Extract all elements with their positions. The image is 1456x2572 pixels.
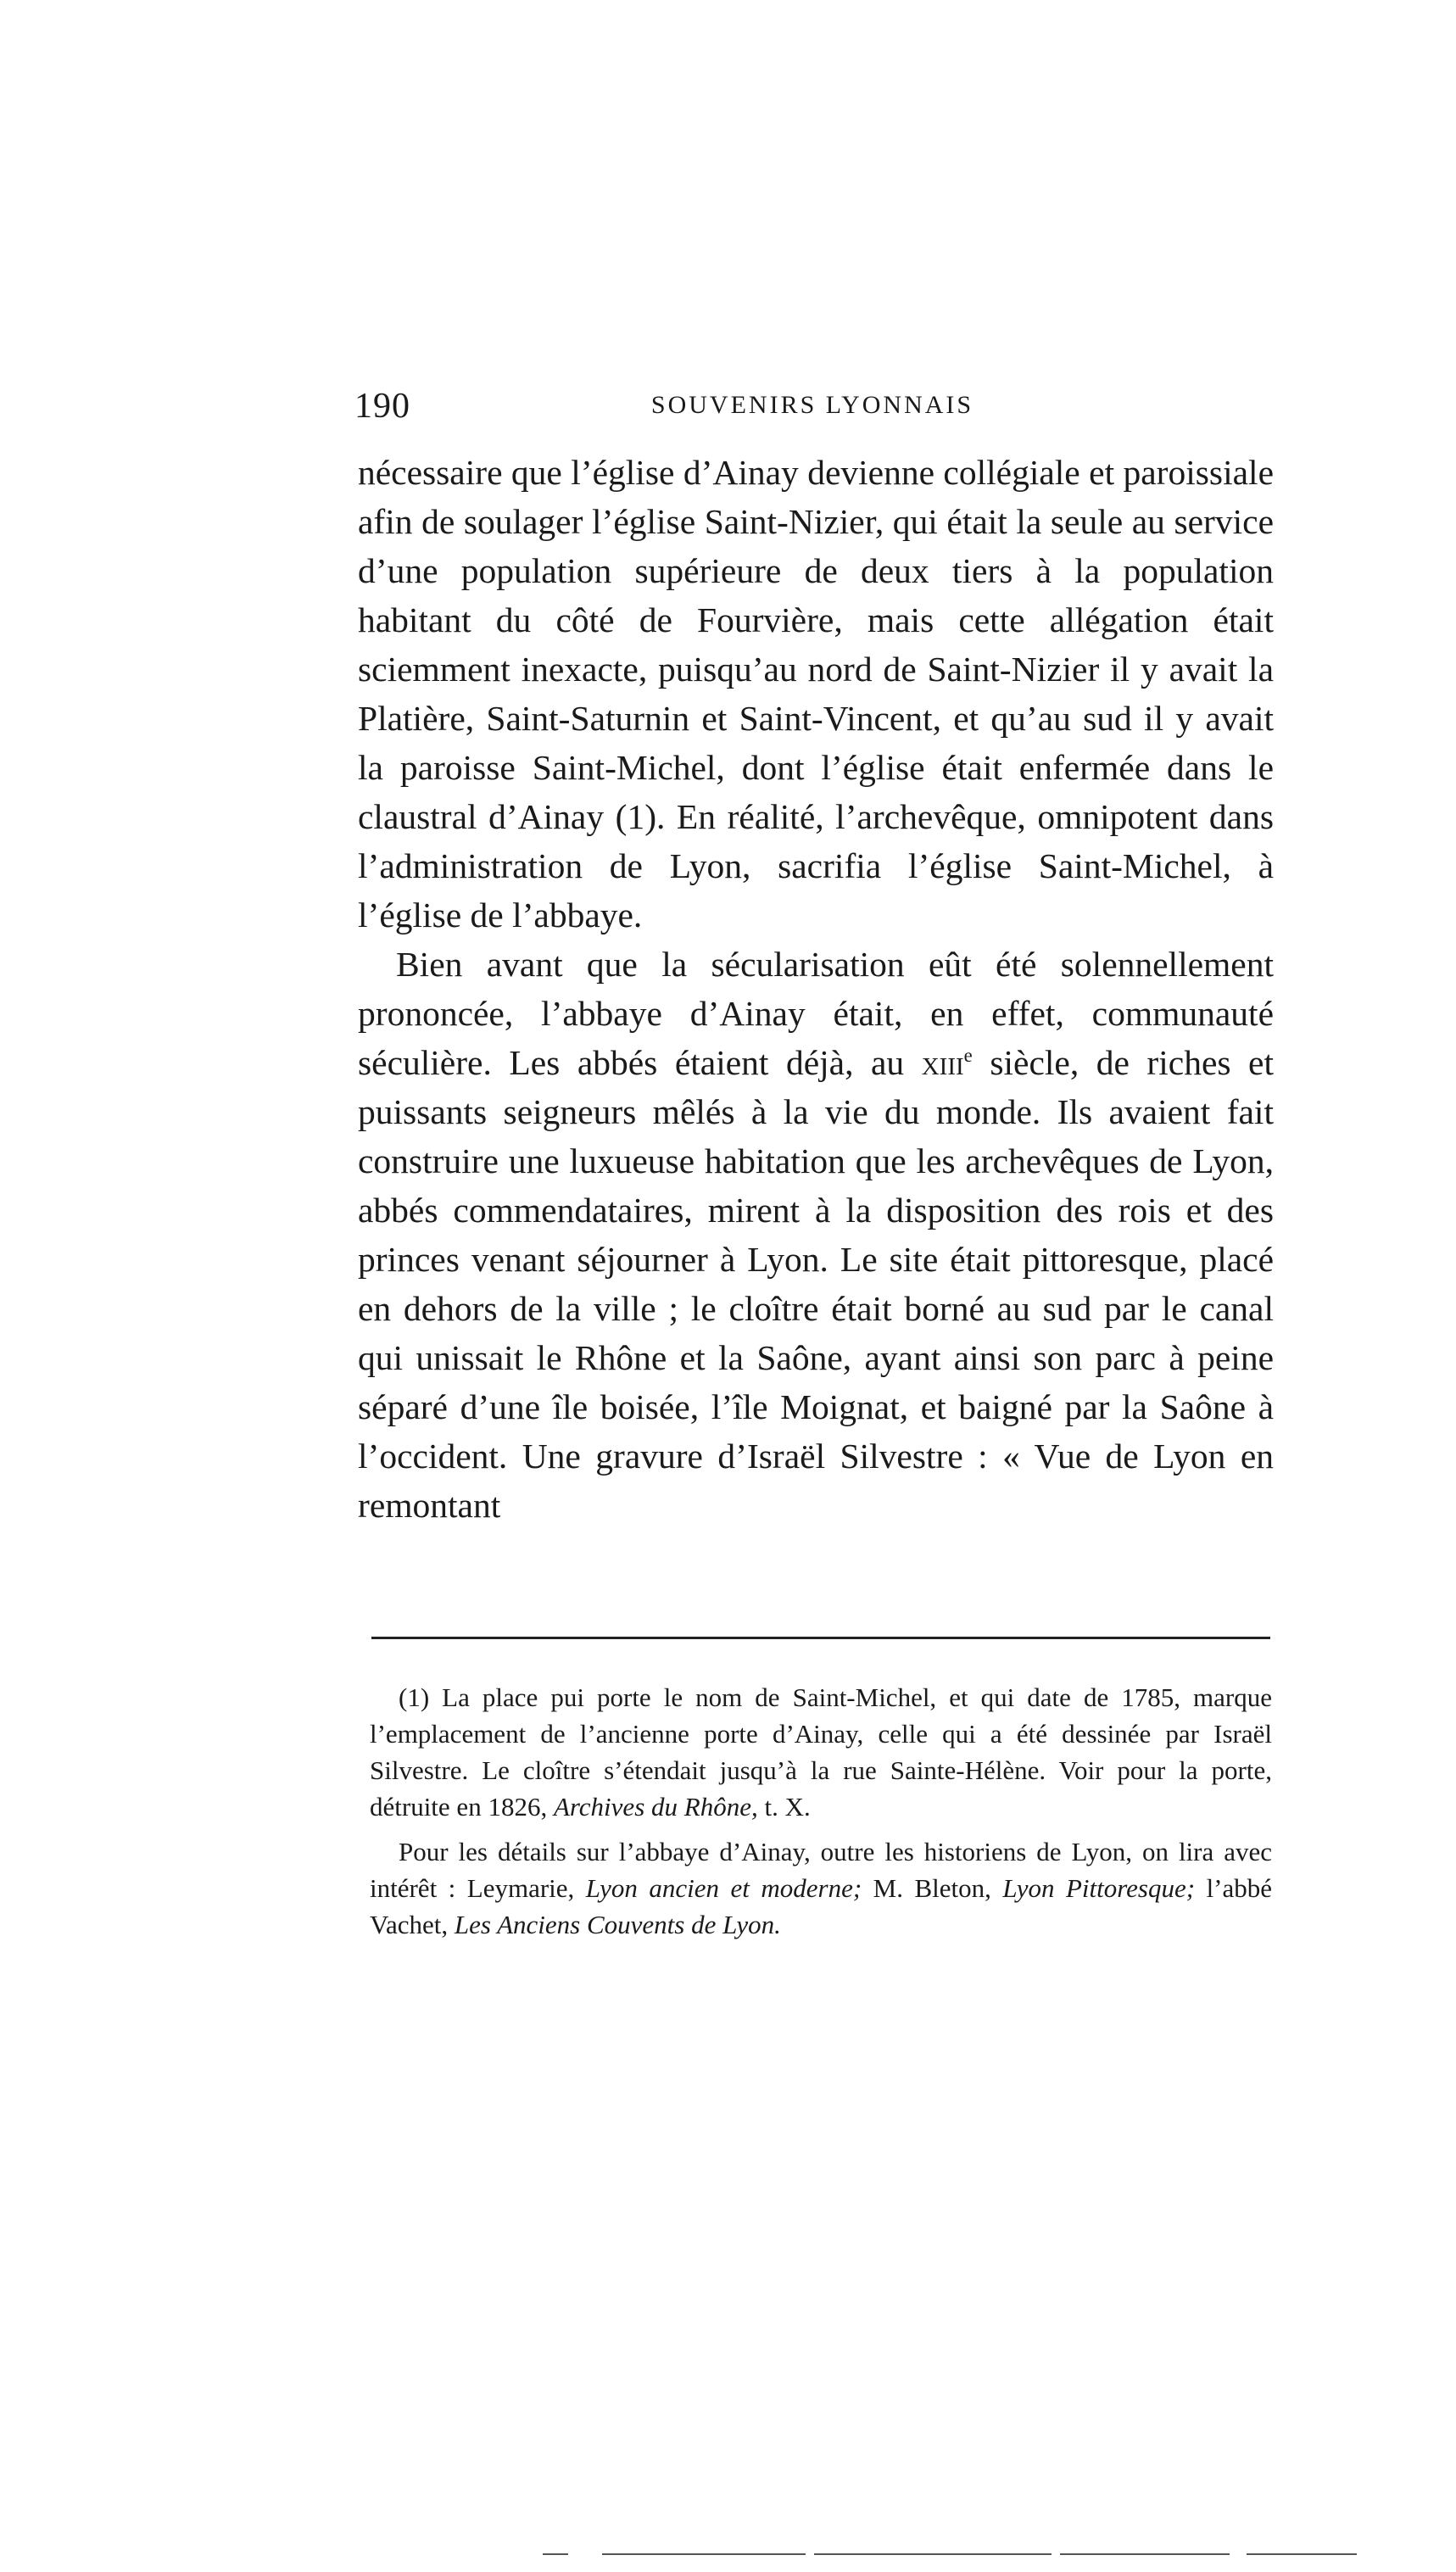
scan-artifact-line xyxy=(543,2553,568,2555)
paragraph-1: nécessaire que l’église d’Ainay devienne collégiale et paroissiale afin de soulager l’église Saint-Nizier, qui était la seule au service d’une population supérieure de deux tiers à la population habitant du côté de Fourvière, mais cette allégation était sciemment inexacte, puisqu’au nord de Saint-Nizier il y avait la Platière, Saint-Saturnin et Saint-Vincent, et qu’au sud il y avait la paroisse Saint-Michel, dont l’église était enfermée dans le claustral d’Ainay (1). En réalité, l’archevêque, omnipotent dans l’administration de Lyon, sacrifia l’église Saint-Michel, à l’église de l’abbaye. xyxy=(358,453,1274,935)
paragraph-2 xyxy=(358,940,1274,1530)
main-text xyxy=(358,448,1274,1530)
footnote-2-reference-1: Lyon ancien et moderne; xyxy=(585,1873,862,1903)
scan-artifact-line xyxy=(1060,2553,1230,2555)
footnote-2-middle: M. Bleton, xyxy=(873,1873,991,1903)
paragraph-2-part-1: Bien avant que la sécularisation eût été solennellement prononcée, l’abbaye d’Ainay était, en effet, communauté séculière. Les abbés étaient déjà, au xyxy=(358,945,1274,1082)
page-number: 190 xyxy=(354,387,410,426)
scan-artifact-line xyxy=(602,2553,806,2555)
footnote-2 xyxy=(370,1833,1272,1943)
footnote-1-end: t. X. xyxy=(764,1792,811,1822)
footnote-1-text: (1) La place pui porte le nom de Saint-Michel, et qui date de 1785, marque l’emplacement de l’ancienne porte d’Ainay, celle qui a été dessinée par Israël Silvestre. Le cloître s’étendait jusqu’à la rue Sainte-Hélène. Voir pour la porte, détruite en 1826, xyxy=(370,1682,1272,1822)
footnote-1-reference: Archives du Rhône, xyxy=(553,1792,758,1822)
footnote-1 xyxy=(370,1679,1272,1825)
century-numeral: xiii xyxy=(921,1043,964,1082)
scan-artifact-line xyxy=(1247,2553,1357,2555)
running-head xyxy=(354,386,1270,428)
running-title: SOUVENIRS LYONNAIS xyxy=(650,391,974,419)
footnote-2-text: Pour les détails sur l’abbaye d’Ainay, outre les historiens de Lyon, on lira avec intérêt : Leymarie, xyxy=(370,1837,1272,1903)
scan-artifact-line xyxy=(814,2553,1052,2555)
footnote-2-middle-2: l’abbé Vachet, xyxy=(370,1873,1273,1939)
century-superscript: e xyxy=(963,1045,973,1067)
paragraph-2-part-2: siècle, de riches et puissants seigneurs mêlés à la vie du monde. Ils avaient fait construire une luxueuse habitation que les archevêques de Lyon, abbés commendataires, mirent à la disposition des rois et des princes venant séjourner à Lyon. Le site était pittoresque, placé en dehors de la ville ; le cloître était borné au sud par le canal qui unissait le Rhône et la Saône, ayant ainsi son parc à peine séparé d’une île boisée, l’île Moignat, et baigné par la Saône à l’occident. Une gravure d’Israël Silvestre : « Vue de Lyon en remontant xyxy=(358,1043,1275,1525)
scan-artifacts xyxy=(0,2538,1456,2572)
footnote-2-reference-2: Lyon Pittoresque; xyxy=(1002,1873,1196,1903)
footnote-rule xyxy=(371,1637,1270,1639)
footnote-2-reference-3: Les Anciens Couvents de Lyon. xyxy=(454,1910,781,1939)
footnotes xyxy=(370,1679,1272,1951)
